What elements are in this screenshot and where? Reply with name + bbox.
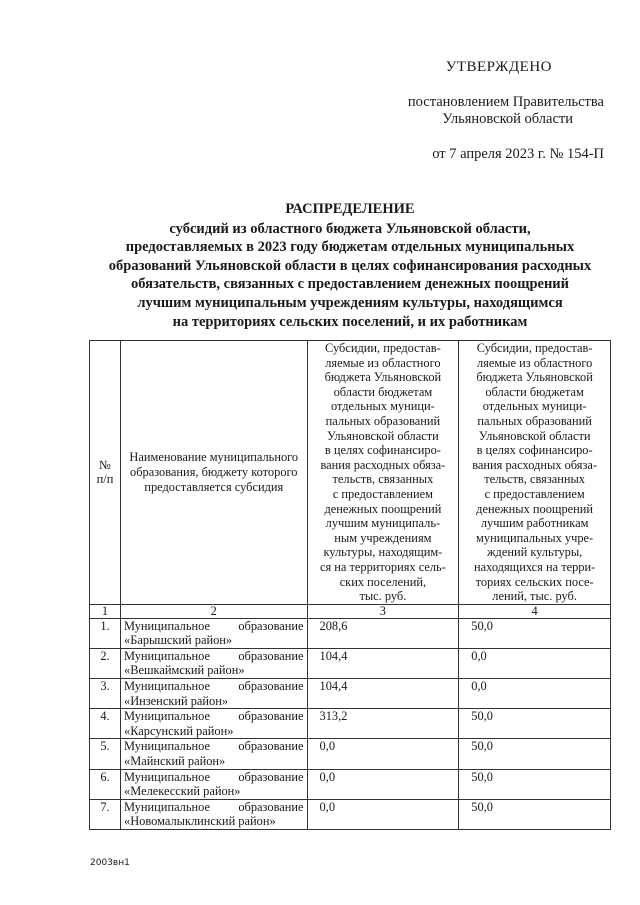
subsidy-institutions-value: 0,0 bbox=[307, 769, 459, 799]
column-number: 1 bbox=[90, 604, 121, 618]
column-number: 2 bbox=[121, 604, 308, 618]
subsidy-workers-value: 50,0 bbox=[459, 799, 611, 829]
table-row bbox=[90, 739, 611, 769]
municipality-prefix: Муниципальное образование bbox=[124, 709, 304, 724]
municipality-cell bbox=[121, 799, 308, 829]
subsidy-institutions-value: 104,4 bbox=[307, 679, 459, 709]
subsidy-institutions-value: 313,2 bbox=[307, 709, 459, 739]
municipality-prefix: Муниципальное образование bbox=[124, 679, 304, 694]
municipality-cell bbox=[121, 739, 308, 769]
table-row bbox=[90, 679, 611, 709]
municipality-name: «Новомалыклинский район» bbox=[124, 814, 276, 829]
row-number: 3. bbox=[90, 679, 121, 709]
title-line-7: на территориях сельских поселений, и их работникам bbox=[172, 313, 528, 330]
municipality-prefix: Муниципальное образование bbox=[124, 618, 304, 633]
municipality-cell bbox=[121, 618, 308, 648]
municipality-prefix: Муниципальное образование bbox=[124, 739, 304, 754]
table-row bbox=[90, 799, 611, 829]
table-header-row bbox=[90, 341, 611, 605]
subsidy-institutions-value: 208,6 bbox=[307, 618, 459, 648]
table-row bbox=[90, 618, 611, 648]
row-number: 1. bbox=[90, 618, 121, 648]
municipality-name: «Инзенский район» bbox=[124, 693, 229, 708]
title-line-3: предоставляемых в 2023 году бюджетам отдельных муниципальных bbox=[125, 239, 575, 256]
document-title bbox=[100, 200, 600, 331]
municipality-cell bbox=[121, 679, 308, 709]
municipality-cell bbox=[121, 709, 308, 739]
row-number: 2. bbox=[90, 648, 121, 678]
subsidy-institutions-value: 0,0 bbox=[307, 739, 459, 769]
municipality-name: «Мелекесский район» bbox=[124, 784, 241, 799]
municipality-cell bbox=[121, 769, 308, 799]
subsidy-workers-value: 50,0 bbox=[459, 769, 611, 799]
row-number: 5. bbox=[90, 739, 121, 769]
table-row bbox=[90, 769, 611, 799]
title-line-6: лучшим муниципальным учреждениям культуры, находящимся bbox=[137, 294, 563, 311]
column-number: 3 bbox=[307, 604, 459, 618]
municipality-prefix: Муниципальное образование bbox=[124, 799, 304, 814]
row-number: 4. bbox=[90, 709, 121, 739]
municipality-name: «Карсунский район» bbox=[124, 723, 234, 738]
row-number: 7. bbox=[90, 799, 121, 829]
subsidy-institutions-value: 104,4 bbox=[307, 648, 459, 678]
subsidy-institutions-value: 0,0 bbox=[307, 799, 459, 829]
title-line-4: образований Ульяновской области в целях софинансирования расходных bbox=[108, 257, 592, 274]
approval-line-2: Ульяновской области bbox=[442, 111, 573, 127]
municipality-cell bbox=[121, 648, 308, 678]
subsidy-workers-value: 0,0 bbox=[459, 648, 611, 678]
approval-line-1: постановлением Правительства bbox=[407, 94, 604, 110]
row-number: 6. bbox=[90, 769, 121, 799]
table-row bbox=[90, 648, 611, 678]
municipality-prefix: Муниципальное образование bbox=[124, 769, 304, 784]
header-subsidy-workers: Субсидии, предостав- ляемые из областного бюджета Ульяновской области бюджетам отдельных муници- пальных образований Ульяновской области в целях софинансиро- вания расходных обяза- тельств, связанных с предоставлением денежных поощрений лучшим работникам муниципальных учре- ждений культуры, находящихся на терри- ториях сельских посе- лений, тыс. руб. bbox=[459, 341, 611, 605]
header-number: № п/п bbox=[90, 341, 121, 605]
table-row bbox=[90, 709, 611, 739]
municipality-name: «Майнский район» bbox=[124, 754, 226, 769]
column-number: 4 bbox=[459, 604, 611, 618]
header-municipality: Наименование муниципального образования, бюджету которого предоставляется субсидия bbox=[121, 341, 308, 605]
subsidy-workers-value: 50,0 bbox=[459, 739, 611, 769]
approved-label: УТВЕРЖДЕНО bbox=[445, 59, 552, 75]
title-line-5: обязательств, связанных с предоставлением денежных поощрений bbox=[130, 276, 570, 293]
title-line-1: РАСПРЕДЕЛЕНИЕ bbox=[285, 201, 415, 217]
subsidy-table bbox=[89, 340, 611, 830]
subsidy-workers-value: 50,0 bbox=[459, 709, 611, 739]
subsidy-workers-value: 0,0 bbox=[459, 679, 611, 709]
approval-date: от 7 апреля 2023 г. № 154-П bbox=[432, 146, 604, 162]
title-line-2: субсидий из областного бюджета Ульяновской области, bbox=[169, 220, 531, 237]
municipality-name: «Барышский район» bbox=[124, 633, 233, 648]
municipality-name: «Вешкаймский район» bbox=[124, 663, 245, 678]
subsidy-workers-value: 50,0 bbox=[459, 618, 611, 648]
document-code: 2003вн1 bbox=[90, 858, 130, 868]
header-subsidy-institutions: Субсидии, предостав- ляемые из областного бюджета Ульяновской области бюджетам отдельных муници- пальных образований Ульяновской области в целях софинансиро- вания расходных обяза- тельств, связанных с предоставлением денежных поощрений лучшим муниципаль- ным учреждениям культуры, находящим- ся на территориях сель- ских поселений, тыс. руб. bbox=[307, 341, 459, 605]
column-number-row bbox=[90, 604, 611, 618]
municipality-prefix: Муниципальное образование bbox=[124, 648, 304, 663]
